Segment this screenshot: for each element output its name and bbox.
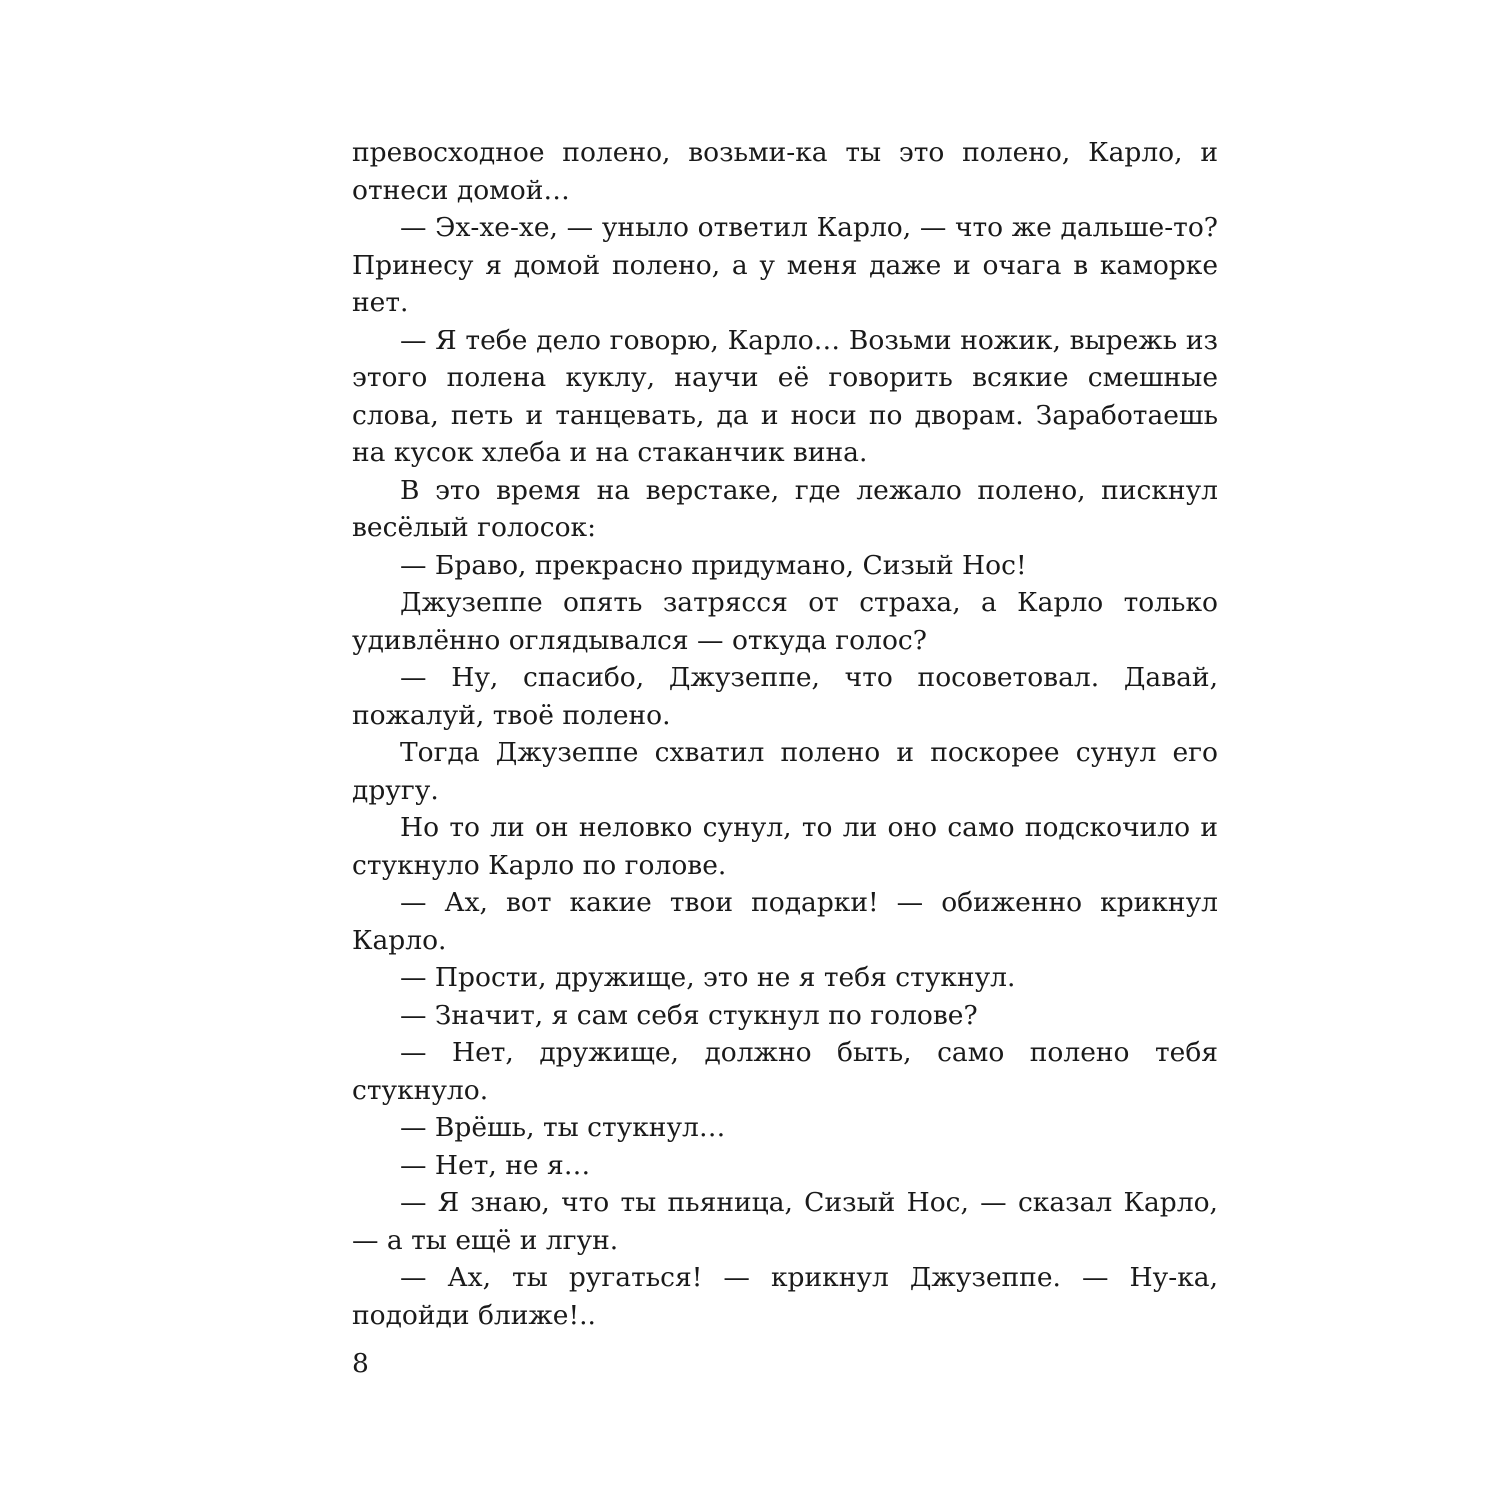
paragraph: Но то ли он неловко сунул, то ли оно само подскочило и стукнуло Карло по голове. <box>352 812 1218 881</box>
paragraph: — Ах, вот какие твои подарки! — обиженно крикнул Карло. <box>352 887 1218 956</box>
paragraph: — Нет, дружище, должно быть, само полено тебя стукнуло. <box>352 1037 1218 1106</box>
paragraph: — Врёшь, ты стукнул… <box>400 1112 726 1143</box>
body-text <box>352 134 1218 1334</box>
paragraph: — Ах, ты ругаться! — крикнул Джузеппе. — Ну-ка, подойди ближе!.. <box>352 1262 1218 1331</box>
paragraph: — Я знаю, что ты пьяница, Сизый Нос, — сказал Карло, — а ты ещё и лгун. <box>352 1187 1218 1256</box>
paragraph: — Ну, спасибо, Джузеппе, что посоветовал. Давай, пожалуй, твоё полено. <box>352 662 1218 731</box>
paragraph: — Я тебе дело говорю, Карло… Возьми ножик, вырежь из этого полена куклу, научи её говорить всякие смешные слова, петь и танцевать, да и носи по дворам. Заработаешь на кусок хлеба и на стаканчик вина. <box>352 324 1218 468</box>
paragraph: — Эх-хе-хе, — уныло ответил Карло, — что же дальше-то? Принесу я домой полено, а у меня даже и очага в каморке нет. <box>352 212 1218 318</box>
page-number: 8 <box>352 1348 369 1379</box>
paragraph: превосходное полено, возьми-ка ты это полено, Карло, и отнеси домой… <box>352 137 1218 206</box>
paragraph: — Нет, не я… <box>400 1149 591 1181</box>
paragraph: — Браво, прекрасно придумано, Сизый Нос! <box>400 549 1027 581</box>
paragraph: — Значит, я сам себя стукнул по голове? <box>400 999 978 1031</box>
paragraph: — Прости, дружище, это не я тебя стукнул. <box>400 962 1016 993</box>
paragraph: Джузеппе опять затрясся от страха, а Карло только удивлённо оглядывался — откуда голос? <box>352 587 1218 656</box>
paragraph: Тогда Джузеппе схватил полено и поскорее сунул его другу. <box>352 737 1218 806</box>
paragraph: В это время на верстаке, где лежало полено, пискнул весёлый голосок: <box>352 474 1218 543</box>
